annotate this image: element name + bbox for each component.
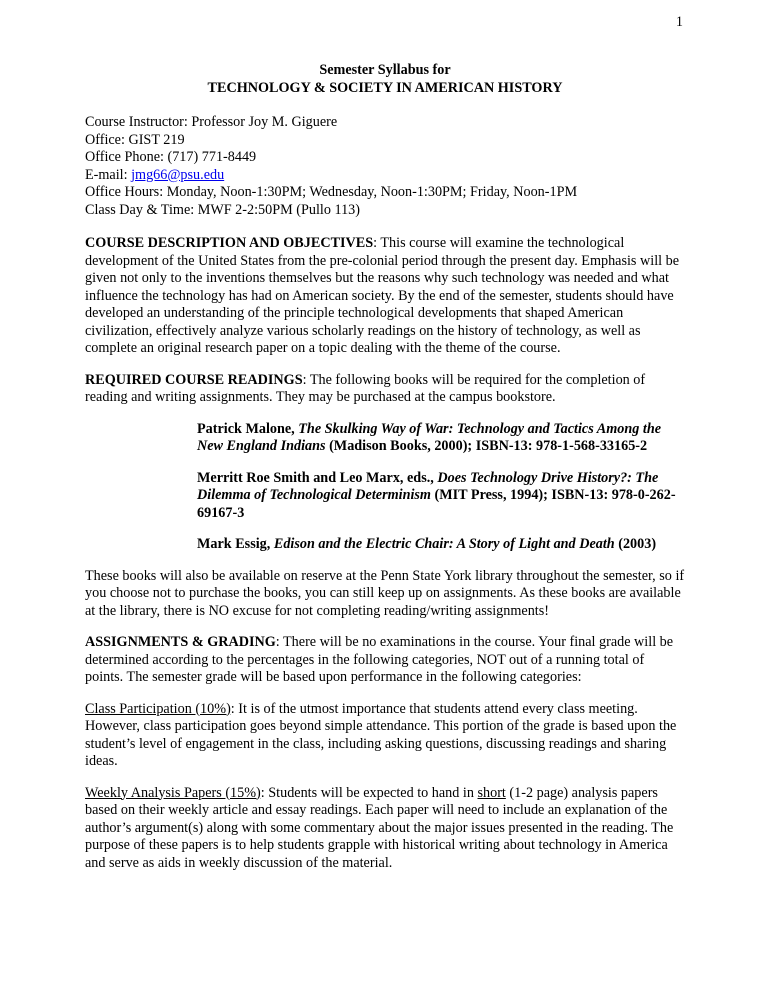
- book-title: Does Technology Drive History?: The Dilemma of Technological Determinism: [197, 469, 659, 503]
- email-line: [85, 167, 685, 185]
- book-title: The Skulking Way of War: Technology and Tactics Among the New England Indians: [197, 420, 662, 454]
- instructor-name: Course Instructor: Professor Joy M. Giguere: [85, 114, 338, 130]
- weekly-text-after: (1-2 page) analysis papers based on their weekly article and essay readings. Each paper will need to include an explanation of the author’s argument(s) along with some commentary about the major issues presented in the reading. The purpose of these papers is to help students grapple with historical writing about technology in America and serve as aids in weekly discussion of the material.: [85, 784, 674, 871]
- class-participation: [85, 701, 685, 771]
- syllabus-title: [85, 62, 685, 97]
- readings-text: : The following books will be required for the completion of reading and writing assignments. They may be purchased at the campus bookstore.: [85, 371, 646, 405]
- book-author: Mark Essig,: [197, 536, 274, 552]
- grading-text: : There will be no examinations in the course. Your final grade will be determined according to the percentages in the following categories, NOT out of a running total of points. The semester grade will be based upon performance in the following categories:: [85, 634, 674, 685]
- weekly-underlined-word: short: [477, 784, 506, 801]
- readings-heading: REQUIRED COURSE READINGS: [85, 371, 303, 388]
- weekly-analysis-papers: [85, 785, 685, 873]
- book-entry: [197, 421, 685, 456]
- required-readings: [85, 372, 685, 407]
- email-label: E-mail:: [85, 166, 132, 183]
- participation-label: Class Participation (10%): [85, 700, 231, 717]
- book-details: (2003): [614, 536, 657, 552]
- book-details: (MIT Press, 1994); ISBN-13: 978-0-262-69167-3: [197, 487, 676, 521]
- book-author: Patrick Malone,: [197, 420, 299, 437]
- instructor-info: [85, 114, 685, 219]
- class-time: Class Day & Time: MWF 2-2:50PM (Pullo 113): [85, 201, 360, 218]
- book-entry: [197, 536, 685, 554]
- office-hours: Office Hours: Monday, Noon-1:30PM; Wednesday, Noon-1:30PM; Friday, Noon-1PM: [85, 184, 578, 200]
- title-line-2: TECHNOLOGY & SOCIETY IN AMERICAN HISTORY: [207, 79, 563, 96]
- title-line-1: Semester Syllabus for: [319, 62, 451, 78]
- weekly-text-before: : Students will be expected to hand in: [260, 784, 478, 801]
- email-link[interactable]: jmg66@psu.edu: [131, 166, 225, 183]
- office-phone: Office Phone: (717) 771-8449: [85, 149, 257, 165]
- office-location: Office: GIST 219: [85, 131, 185, 148]
- reserve-note: These books will also be available on reserve at the Penn State York library throughout the semester, so if you choose not to purchase the books, you can still keep up on assignments. As these books are available at the library, there is NO excuse for not completing reading/writing assignments!: [85, 567, 685, 619]
- syllabus-body: [85, 62, 685, 886]
- participation-text: : It is of the utmost importance that students attend every class meeting. However, class participation goes beyond simple attendance. This portion of the grade is based upon the student’s level of engagement in the class, including asking questions, discussing readings and sharing ideas.: [85, 700, 677, 769]
- book-details: (Madison Books, 2000); ISBN-13: 978-1-568-33165-2: [325, 438, 648, 454]
- assignments-grading: [85, 634, 685, 687]
- grading-heading: ASSIGNMENTS & GRADING: [85, 634, 276, 650]
- book-author: Merritt Roe Smith and Leo Marx, eds.,: [197, 469, 438, 486]
- book-title: Edison and the Electric Chair: A Story of Light and Death: [273, 536, 615, 552]
- book-entry: [197, 470, 685, 523]
- description-text: : This course will examine the technological development of the United States from the pre-colonial period through the present day. Emphasis will be given not only to the inventions themselves but the reasons why such technology was needed and what influence the technology has had on American society. By the end of the semester, students should have developed an understanding of the principle technological developments that shaped American civilization, effectively analyze various scholarly readings on the history of technology, as well as complete an original research paper on a topic dealing with the theme of the course.: [85, 235, 680, 356]
- page-number: 1: [675, 14, 683, 30]
- course-description: [85, 235, 685, 358]
- description-heading: COURSE DESCRIPTION AND OBJECTIVES: [85, 235, 374, 251]
- weekly-label: Weekly Analysis Papers (15%): [85, 784, 261, 801]
